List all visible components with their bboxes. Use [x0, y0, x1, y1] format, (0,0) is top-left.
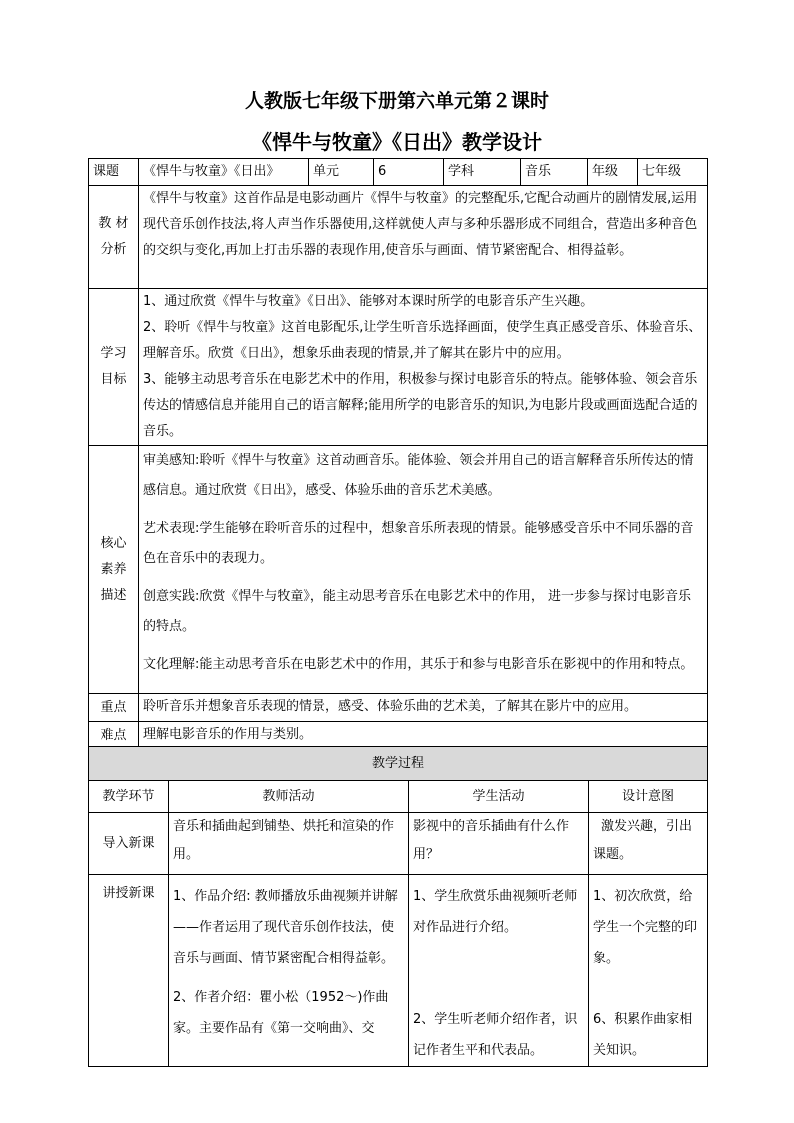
lecture-intent-item: 6、积累作曲家相关知识。: [593, 1012, 693, 1058]
analysis-row: [89, 186, 708, 289]
literacy-item: 文化理解:能主动思考音乐在电影艺术中的作用，其乐于和参与电影音乐在影视中的作用和特点。: [143, 657, 694, 672]
difficulty-label: 难点: [89, 722, 139, 750]
intro-teacher: 音乐和插曲起到铺垫、烘托和渲染的作用。: [169, 813, 409, 875]
literacy-label-line1: 核心: [100, 535, 127, 551]
intro-row: [89, 813, 708, 875]
analysis-text: 《悍牛与牧童》这首作品是电影动画片《悍牛与牧童》的完整配乐,它配合动画片的剧情发展,运用现代音乐创作技法,将人声当作乐器使用,这样就使人声与多种乐器形成不同组合，营造出多种音色的交织与变化,再加上打击乐器的表现作用,使音乐与画面、情节紧密配合、相得益彰。: [139, 186, 708, 289]
key-point-text: 聆听音乐并想象音乐表现的情景，感受、体验乐曲的艺术美，了解其在影片中的应用。: [139, 694, 708, 722]
grade-label: 年级: [588, 159, 638, 186]
goals-label-line2: 目标: [100, 372, 127, 387]
unit-value: 6: [374, 159, 444, 186]
lecture-teacher-item: 2、作者介绍：瞿小松（1952～)作曲家。主要作品有《第一交响曲》、交: [173, 990, 389, 1036]
lecture-student-item: 1、学生欣赏乐曲视频听老师对作品进行介绍。: [413, 889, 578, 935]
difficulty-text: 理解电影音乐的作用与类别。: [139, 722, 708, 750]
process-columns-row: [89, 781, 708, 813]
column-intent: 设计意图: [589, 781, 708, 813]
column-stage: 教学环节: [89, 781, 169, 813]
goals-label: [89, 289, 139, 446]
subject-label: 学科: [444, 159, 521, 186]
process-header-row: [89, 747, 708, 781]
lecture-intent: [589, 875, 708, 1067]
process-header: 教学过程: [89, 747, 708, 781]
literacy-content: [139, 446, 708, 694]
lecture-student-item: 2、学生听老师介绍作者，识记作者生平和代表品。: [413, 1012, 578, 1058]
goals-row: [89, 289, 708, 446]
info-row: [89, 159, 708, 186]
topic-value: 《悍牛与牧童》《日出》: [139, 159, 309, 186]
key-point-label: 重点: [89, 694, 139, 722]
column-student: 学生活动: [409, 781, 589, 813]
lecture-intent-item: 1、初次欣赏，给学生一个完整的印象。: [593, 889, 698, 966]
literacy-item: 审美感知:聆听《悍牛与牧童》这首动画音乐。能体验、领会并用自己的语言解释音乐所传达的情感信息。通过欣赏《日出》，感受、体验乐曲的音乐艺术美感。: [143, 453, 694, 498]
literacy-label-line2: 素养: [100, 561, 127, 577]
topic-label: 课题: [89, 159, 139, 186]
goal-item: 2、聆听《悍牛与牧童》这首电影配乐,让学生听音乐选择画面，使学生真正感受音乐、体验音乐、理解音乐。欣赏《日出》，想象乐曲表现的情景,并了解其在影片中的应用。: [143, 320, 702, 361]
literacy-label-line3: 描述: [100, 587, 127, 603]
analysis-label-line2: 分析: [100, 242, 127, 257]
column-teacher: 教师活动: [169, 781, 409, 813]
unit-label: 单元: [309, 159, 374, 186]
goals-label-line1: 学习: [100, 346, 127, 361]
lesson-info-table: [88, 158, 708, 750]
literacy-label: [89, 446, 139, 694]
lecture-row: [89, 875, 708, 1067]
document-title: 人教版七年级下册第六单元第２课时: [244, 90, 549, 112]
key-point-row: [89, 694, 708, 722]
literacy-row: [89, 446, 708, 694]
literacy-item: 创意实践:欣赏《悍牛与牧童》，能主动思考音乐在电影艺术中的作用， 进一步参与探讨电影音乐的特点。: [143, 589, 692, 634]
grade-value: 七年级: [638, 159, 708, 186]
analysis-label-line1: 教 材: [98, 216, 129, 231]
lecture-student: [409, 875, 589, 1067]
document-subtitle: 《悍牛与牧童》《日出》教学设计: [252, 130, 542, 154]
intro-stage: 导入新课: [89, 813, 169, 875]
intro-intent: 激发兴趣，引出课题。: [589, 813, 708, 875]
lecture-stage: 讲授新课: [89, 875, 169, 1067]
literacy-item: 艺术表现:学生能够在聆听音乐的过程中，想象音乐所表现的情景。能够感受音乐中不同乐器的音色在音乐中的表现力。: [143, 521, 694, 566]
lecture-teacher-item: 1、作品介绍: 教师播放乐曲视频并讲解——作者运用了现代音乐创作技法，使音乐与画面、情节紧密配合相得益彰。: [173, 889, 398, 966]
lecture-teacher: [169, 875, 409, 1067]
subject-value: 音乐: [521, 159, 588, 186]
intro-student: 影视中的音乐插曲有什么作用？: [409, 813, 589, 875]
teaching-process-table: [88, 746, 708, 1067]
goal-item: 1、通过欣赏《悍牛与牧童》《日出》、能够对本课时所学的电影音乐产生兴趣。: [143, 294, 594, 309]
analysis-label: [89, 186, 139, 289]
goals-content: [139, 289, 708, 446]
goal-item: 3、能够主动思考音乐在电影艺术中的作用，积极参与探讨电影音乐的特点。能够体验、领会音乐传达的情感信息并能用自己的语言解释;能用所学的电影音乐的知识,为电影片段或画面选配合适的音乐。: [143, 372, 698, 439]
